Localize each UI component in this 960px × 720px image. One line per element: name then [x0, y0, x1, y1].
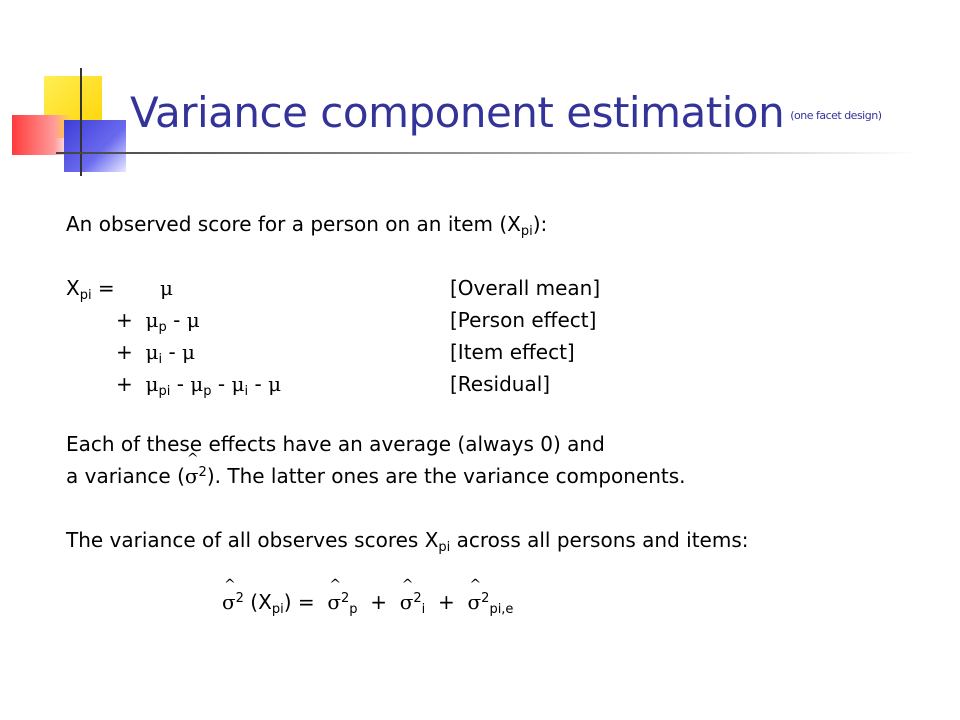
effects-line-1: Each of these effects have an average (always 0) and — [66, 432, 605, 456]
label-overall-mean: [Overall mean] — [450, 276, 601, 300]
mu-symbol: μ — [145, 308, 159, 332]
plus-sign: + — [116, 308, 133, 332]
sigma-hat-symbol: ^ σ — [327, 590, 341, 614]
minus-sign: - — [248, 372, 269, 396]
sub-p: p — [158, 320, 167, 335]
decor-blue-square — [64, 120, 126, 172]
variance-text: The variance of all observes scores X — [66, 528, 439, 552]
intro-end: ): — [532, 212, 548, 236]
term-overall-mean — [160, 276, 173, 300]
formula-close: ) = — [283, 590, 315, 614]
mu-symbol: μ — [145, 340, 159, 364]
slide-title — [130, 88, 881, 137]
intro-sub: pi — [520, 224, 533, 239]
term-person-effect — [116, 308, 200, 335]
decor-vertical-line — [80, 68, 82, 176]
term-item-effect — [116, 340, 195, 367]
mu-symbol: μ — [145, 372, 159, 396]
mu-symbol: μ — [268, 372, 282, 396]
minus-sign: - — [162, 340, 183, 364]
title-underline — [56, 152, 920, 154]
minus-sign: - — [211, 372, 232, 396]
sigma-hat-symbol: ^ σ — [400, 590, 414, 614]
sigma-hat-symbol: ^ σ — [222, 590, 236, 614]
formula-open: (X — [243, 590, 272, 614]
label-item-effect: [Item effect] — [450, 340, 575, 364]
effects-line-2-end: ). The latter ones are the variance components. — [206, 464, 686, 488]
plus-sign: + — [370, 590, 388, 614]
sup-2: 2 — [481, 591, 490, 606]
mu-symbol: μ — [160, 276, 173, 300]
label-residual: [Residual] — [450, 372, 551, 396]
decor-red-square — [12, 115, 72, 155]
sigma-hat-symbol: ^ σ — [468, 590, 482, 614]
sigma-hat-symbol: ^ σ — [185, 464, 199, 488]
term-residual — [116, 372, 281, 399]
model-lhs — [66, 276, 115, 303]
sub-i: i — [244, 384, 249, 399]
sub-pi: pi — [271, 602, 284, 617]
sub-p: p — [203, 384, 212, 399]
variance-line — [66, 528, 749, 555]
model-lhs-sub: pi — [79, 288, 92, 303]
sub-pie: pi,e — [489, 602, 514, 617]
mu-symbol: μ — [182, 340, 196, 364]
plus-sign: + — [438, 590, 455, 614]
sup-2: 2 — [198, 465, 207, 480]
sub-i: i — [158, 352, 163, 367]
mu-symbol: μ — [190, 372, 204, 396]
label-person-effect: [Person effect] — [450, 308, 597, 332]
sub-pi: pi — [158, 384, 171, 399]
slide-title-text: Variance component estimation — [130, 88, 785, 137]
variance-formula — [222, 590, 513, 617]
sub-p: p — [349, 602, 358, 617]
sub-i: i — [421, 602, 426, 617]
slide-subtitle: (one facet design) — [790, 109, 882, 122]
variance-end: across all persons and items: — [450, 528, 749, 552]
model-lhs-x: X — [66, 276, 80, 300]
variance-sub: pi — [438, 540, 451, 555]
model-eq: = — [91, 276, 115, 300]
intro-text: An observed score for a person on an item (X — [66, 212, 521, 236]
minus-sign: - — [170, 372, 191, 396]
intro-line — [66, 212, 547, 239]
mu-symbol: μ — [186, 308, 200, 332]
effects-line-2-start: a variance ( — [66, 464, 185, 488]
effects-line-2 — [66, 464, 686, 488]
mu-symbol: μ — [231, 372, 245, 396]
plus-sign: + — [116, 340, 133, 364]
sup-2: 2 — [340, 591, 350, 606]
sup-2: 2 — [235, 591, 244, 606]
sup-2: 2 — [413, 591, 422, 606]
minus-sign: - — [166, 308, 187, 332]
plus-sign: + — [116, 372, 133, 396]
